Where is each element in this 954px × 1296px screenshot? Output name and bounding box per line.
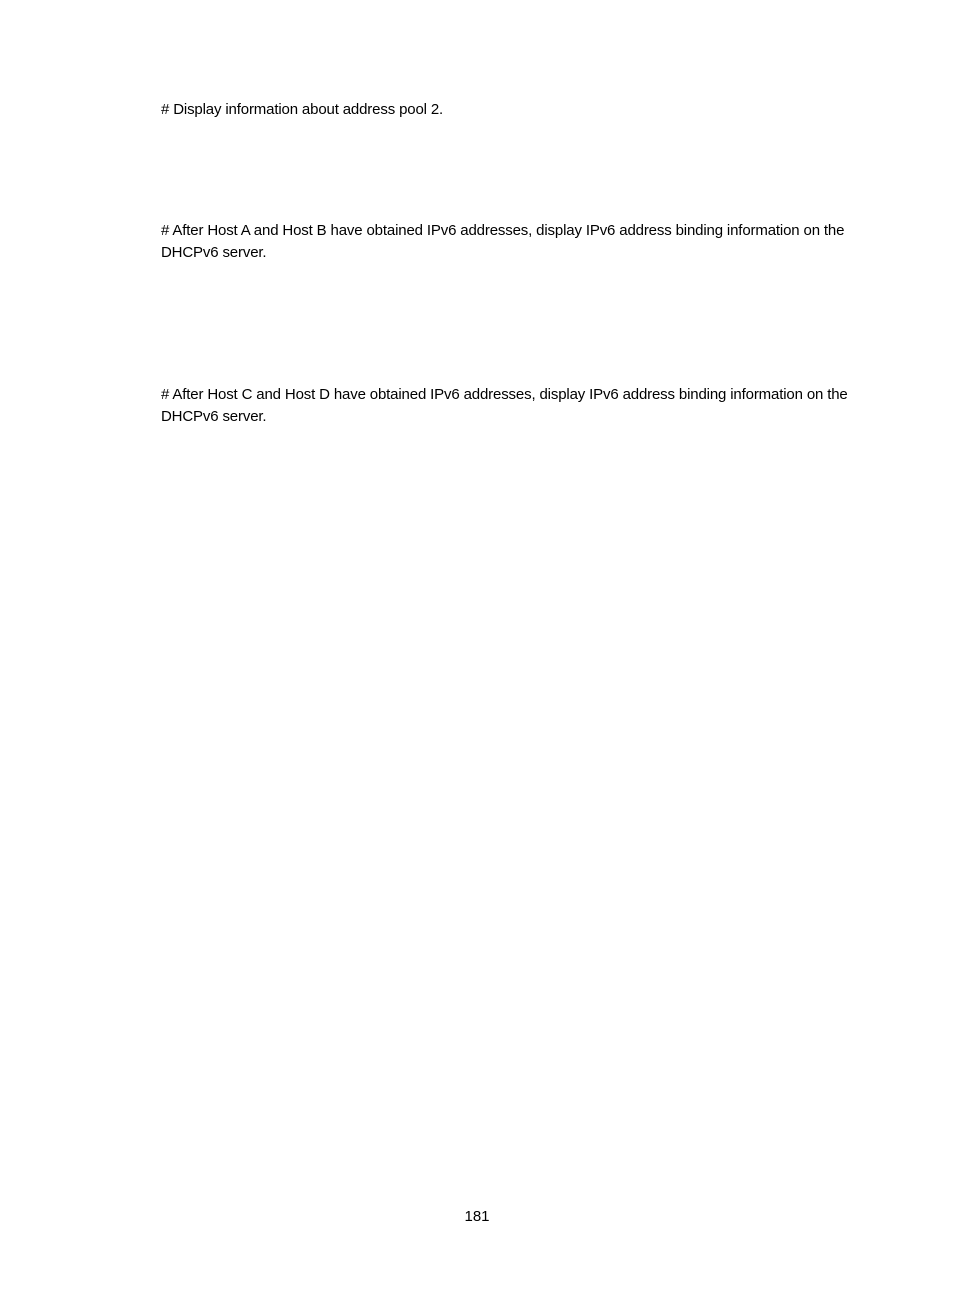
paragraph-host-a-b-binding: # After Host A and Host B have obtained IPv6 addresses, display IPv6 address binding information on the DHCPv6 server.	[161, 222, 845, 261]
page-number: 181	[464, 1208, 490, 1225]
paragraph-display-pool-info: # Display information about address pool 2.	[161, 101, 444, 118]
paragraph-host-c-d-binding: # After Host C and Host D have obtained IPv6 addresses, display IPv6 address binding information on the DHCPv6 server.	[161, 386, 848, 425]
